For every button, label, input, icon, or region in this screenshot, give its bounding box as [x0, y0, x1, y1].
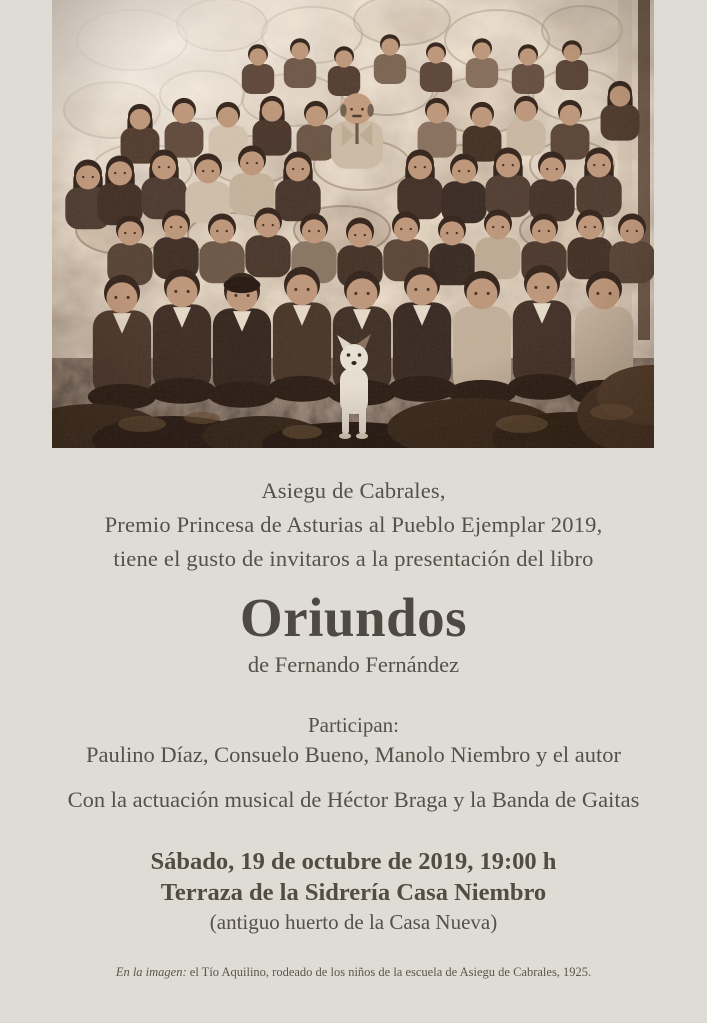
- group-photo-illustration: [52, 0, 654, 448]
- photo-caption: [0, 964, 707, 980]
- caption-prefix: En la imagen:: [115, 965, 187, 979]
- caption-text: el Tío Aquilino, rodeado de los niños de la escuela de Asiegu de Cabrales, 1925.: [186, 965, 592, 979]
- group-photo: [52, 0, 654, 448]
- venue-note: (antiguo huerto de la Casa Nueva): [209, 910, 498, 934]
- music-line: Con la actuación musical de Héctor Braga y la Banda de Gaitas: [67, 787, 640, 812]
- invitation-text: [0, 448, 707, 980]
- intro-line-1: Asiegu de Cabrales,: [261, 478, 446, 503]
- author-line: de Fernando Fernández: [247, 652, 460, 677]
- book-title: Oriundos: [239, 587, 468, 648]
- intro-block: [0, 474, 707, 576]
- participants-line: Paulino Díaz, Consuelo Bueno, Manolo Niembro y el autor: [86, 742, 621, 767]
- event-datetime: Sábado, 19 de octubre de 2019, 19:00 h: [150, 848, 557, 875]
- participants-block: [0, 710, 707, 770]
- event-venue: Terraza de la Sidrería Casa Niembro: [160, 879, 547, 906]
- intro-line-2: Premio Princesa de Asturias al Pueblo Ejemplar 2019,: [104, 512, 603, 537]
- participants-heading: Participan:: [308, 713, 399, 737]
- schedule-block: [0, 846, 707, 937]
- intro-line-3: tiene el gusto de invitaros a la presentación del libro: [113, 546, 594, 571]
